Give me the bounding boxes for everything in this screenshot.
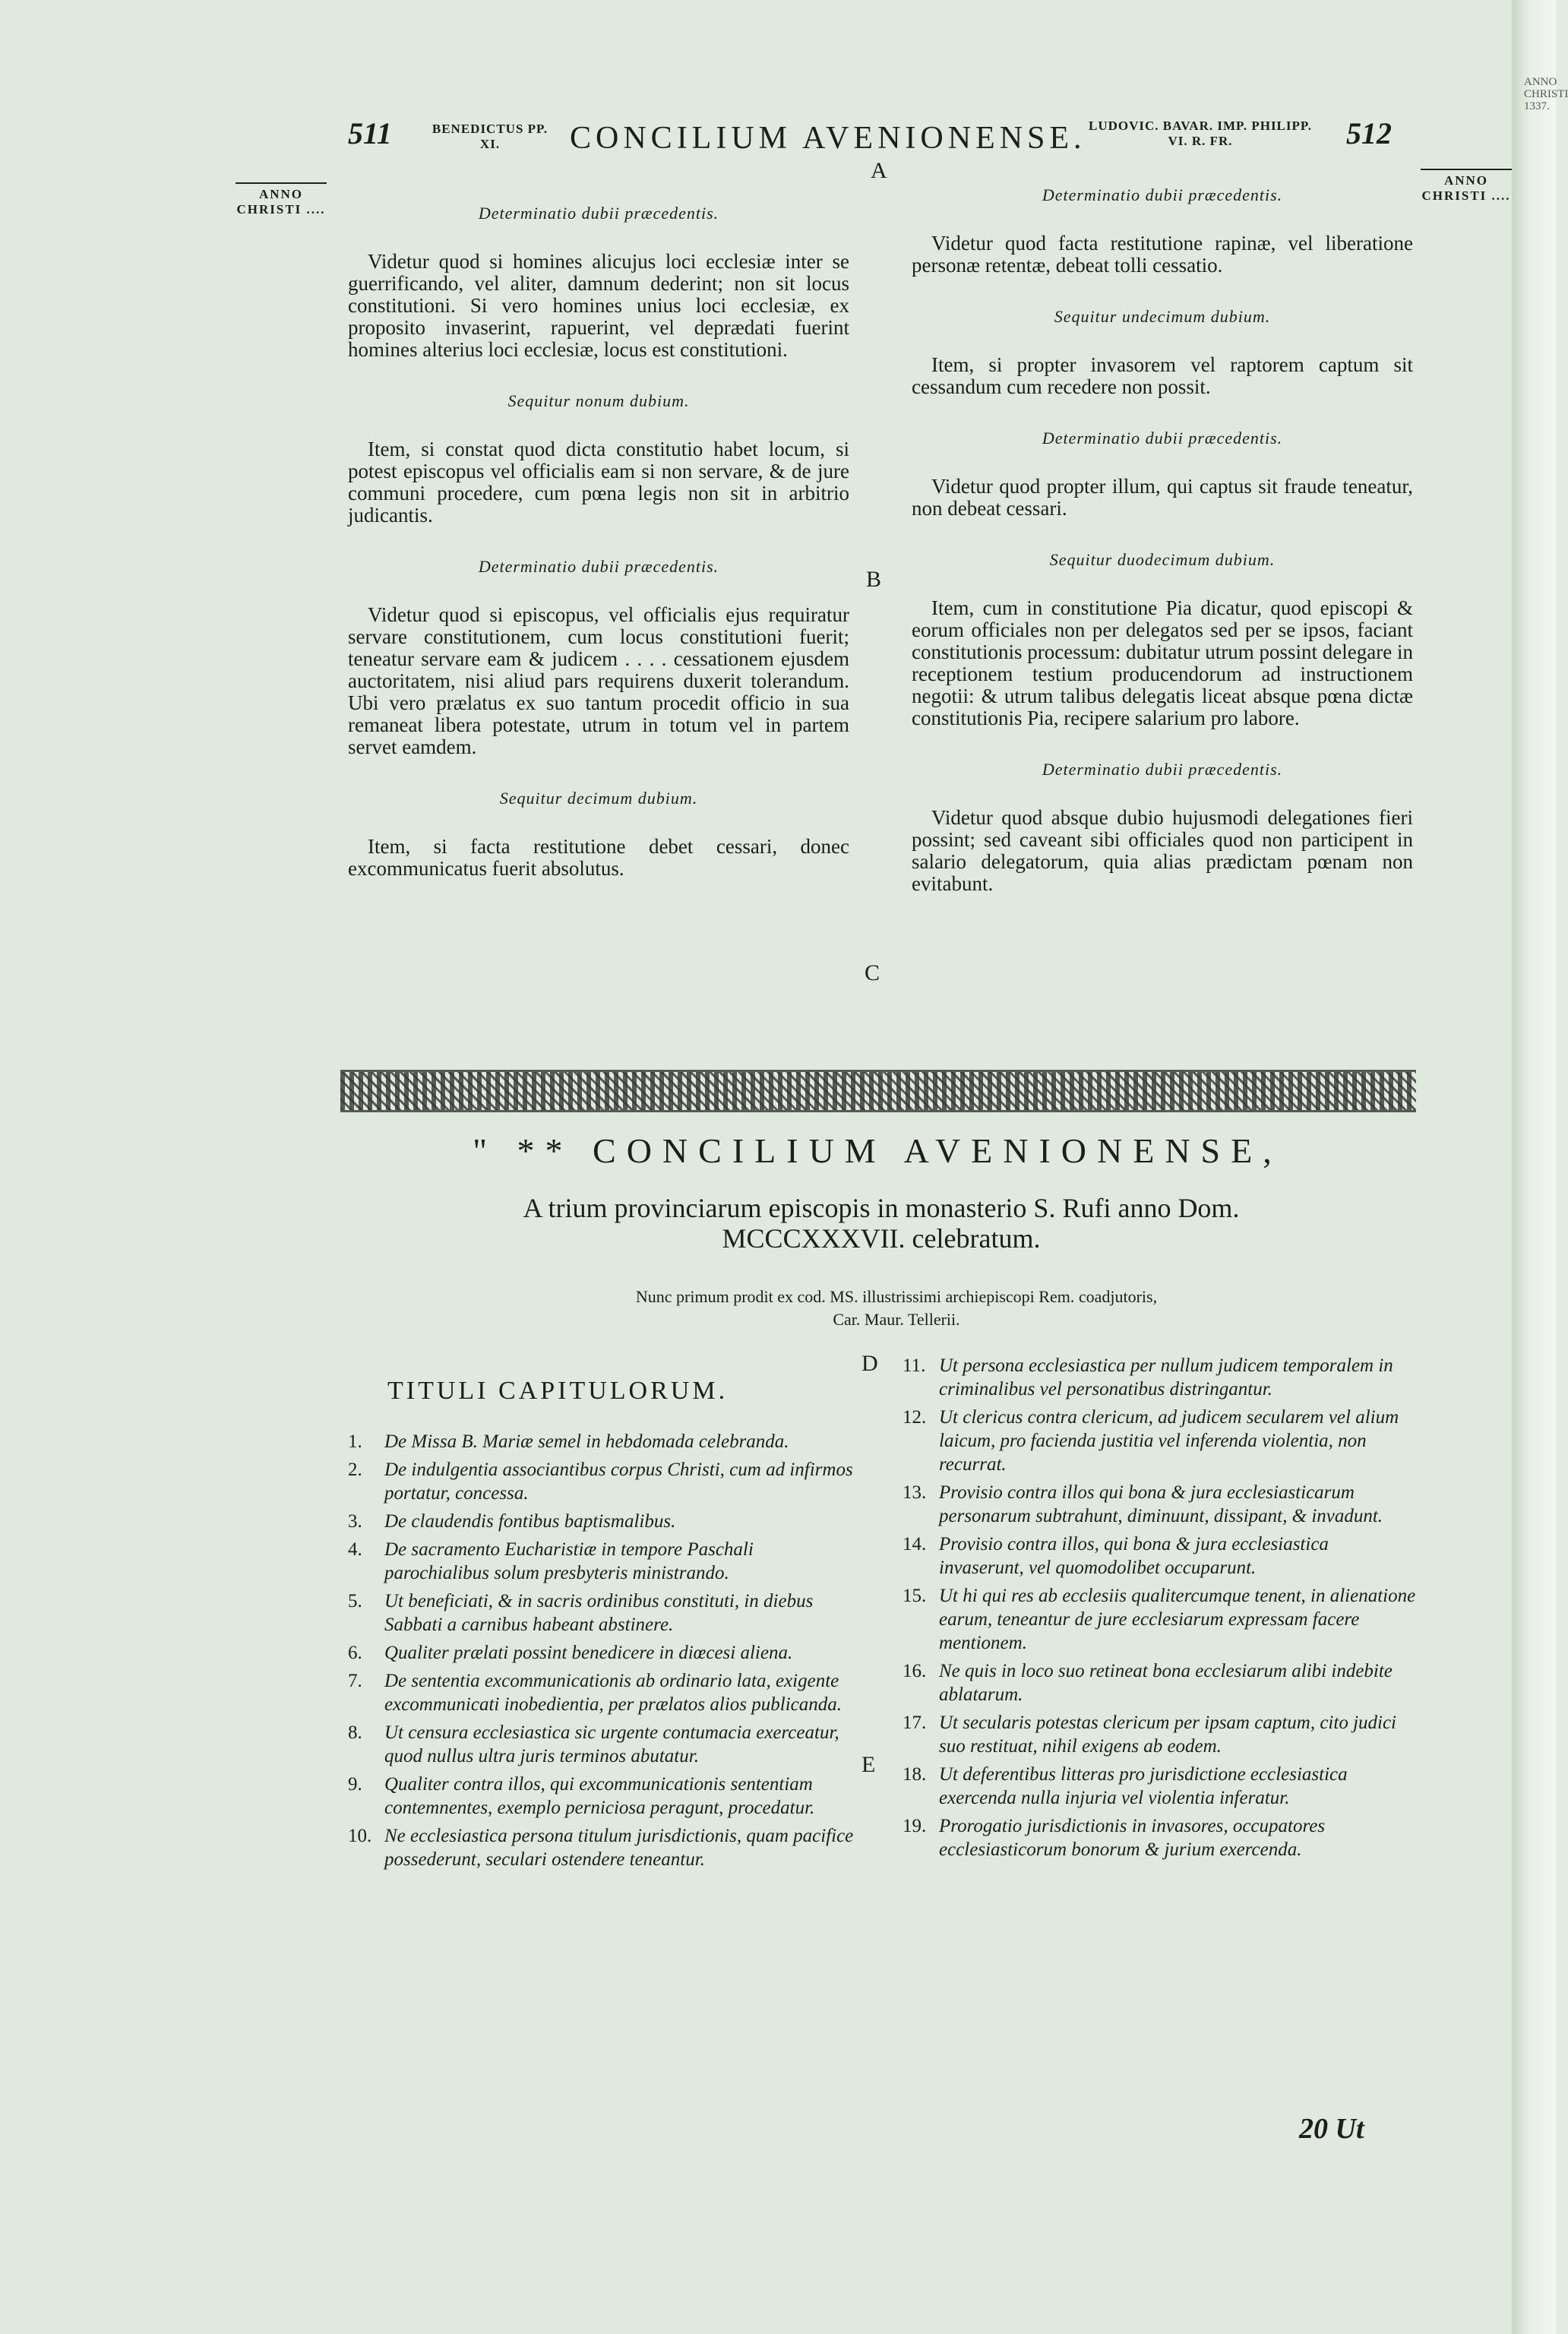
chapter-title-item <box>903 1481 1416 1528</box>
body-paragraph: Videtur quod propter illum, qui captus sit fraude teneatur, non debeat cessari. <box>912 475 1413 520</box>
chapter-title-text: Ut deferentibus litteras pro jurisdictione ecclesiastica exercenda nulla injuria vel violentia inferatur. <box>939 1764 1348 1808</box>
chapter-title-item <box>903 1354 1416 1401</box>
source-line-1: Nunc primum prodit ex cod. MS. illustrissimi archiepiscopi Rem. coadjutoris, <box>635 1287 1158 1306</box>
chapter-title-text: Ut censura ecclesiastica sic urgente contumacia exerceatur, quod nullus ultra juris terminos abutatur. <box>384 1722 839 1766</box>
right-column <box>912 185 1413 925</box>
chapter-title-text: De sacramento Eucharistiæ in tempore Paschali parochialibus solum presbyteris ministrando. <box>384 1539 754 1583</box>
chapter-title-text: De claudendis fontibus baptismalibus. <box>384 1511 676 1532</box>
left-page-number: 511 <box>348 116 392 150</box>
chapter-title-text: Ut persona ecclesiastica per nullum judicem temporalem in criminalibus vel personatibus distringantur. <box>939 1355 1393 1399</box>
right-running-head: LUDOVIC. BAVAR. IMP. PHILIPP. VI. R. FR. <box>1089 119 1312 148</box>
chapter-title-text: De Missa B. Mariæ semel in hebdomada celebranda. <box>384 1431 789 1452</box>
section-heading: Determinatio dubii præcedentis. <box>478 557 719 576</box>
chapter-title-text: Provisio contra illos qui bona & jura ecclesiasticarum personarum subtrahunt, diminuunt, dissipant, & invadunt. <box>939 1482 1383 1526</box>
anno-rule <box>236 182 327 184</box>
chapter-number: 10. <box>348 1826 372 1846</box>
section-heading: Determinatio dubii præcedentis. <box>1042 429 1283 448</box>
chapter-title-item <box>348 1641 857 1665</box>
margin-letter-e: E <box>861 1752 876 1777</box>
chapter-title-item <box>348 1721 857 1768</box>
tituli-heading: TITULI CAPITULORUM. <box>387 1377 729 1405</box>
chapter-number: 19. <box>903 1816 927 1836</box>
chapter-title-text: De sententia excommunicationis ab ordinario lata, exigente excommunicati inobedientia, per prælatos alios publicanda. <box>384 1671 842 1715</box>
chapter-title-text: Ut secularis potestas clericum per ipsam captum, cito judici suo restituat, nihil exigens ab eodem. <box>939 1713 1397 1757</box>
edge-anno-text: ANNO CHRISTI 1337. <box>1524 76 1568 112</box>
chapter-number: 7. <box>348 1671 362 1691</box>
anno-christi-right <box>1413 169 1519 204</box>
source-note <box>471 1286 1322 1331</box>
chapter-number: 12. <box>903 1407 927 1428</box>
right-page-number: 512 <box>1346 116 1392 150</box>
chapter-title-text: Prorogatio jurisdictionis in invasores, occupatores ecclesiasticorum bonorum & jurium exercenda. <box>939 1816 1326 1860</box>
section-heading: Determinatio dubii præcedentis. <box>478 204 719 223</box>
chapter-title-item <box>348 1824 857 1871</box>
chapter-number: 4. <box>348 1539 362 1560</box>
chapter-number: 11. <box>903 1355 926 1376</box>
section-heading: Sequitur nonum dubium. <box>507 391 690 410</box>
chapter-title-item <box>903 1406 1416 1476</box>
section-heading: Sequitur undecimum dubium. <box>1054 307 1271 326</box>
source-line-2: Car. Maur. Tellerii. <box>833 1310 960 1329</box>
chapter-title-item <box>348 1773 857 1820</box>
chapter-title-text: Qualiter prælati possint benedicere in diœcesi aliena. <box>384 1643 793 1663</box>
chapter-title-item <box>348 1538 857 1585</box>
chapter-number: 18. <box>903 1764 927 1785</box>
anno-right-text: ANNO CHRISTI .... <box>1421 173 1511 203</box>
chapter-title-text: Ut beneficiati, & in sacris ordinibus constituti, in diebus Sabbati a carnibus habeant abstinere. <box>384 1591 814 1635</box>
anno-rule <box>1421 169 1512 170</box>
chapter-list-right <box>903 1354 1416 1866</box>
body-paragraph: Item, cum in constitutione Pia dicatur, quod episcopi & eorum officiales non per delegatos sed per se ipsos, faciant constitutionis processum: dubitatur utrum possint delegare in receptionem testium producendorum ad instructionem negotii: & utrum talibus delegatis liceat absque pœna dictæ constitutionis Pia, recipere salarium pro labore. <box>912 596 1413 729</box>
catchword: 20 Ut <box>1299 2113 1364 2145</box>
section-heading: Sequitur duodecimum dubium. <box>1049 550 1276 569</box>
body-paragraph: Item, si facta restitutione debet cessari, donec excommunicatus fuerit absolutus. <box>348 835 849 880</box>
chapter-list-left <box>348 1430 857 1876</box>
margin-letter-b: B <box>866 567 882 592</box>
council-subtitle <box>410 1193 1352 1254</box>
chapter-title-text: De indulgentia associantibus corpus Christi, cum ad infirmos portatur, concessa. <box>384 1460 853 1504</box>
subtitle-line-1: A trium provinciarum episcopis in monasterio S. Rufi anno Dom. <box>523 1193 1240 1223</box>
chapter-number: 1. <box>348 1431 362 1452</box>
chapter-title-item <box>903 1532 1416 1580</box>
chapter-title-item <box>348 1669 857 1716</box>
chapter-number: 14. <box>903 1534 927 1554</box>
chapter-number: 3. <box>348 1511 362 1532</box>
body-paragraph: Item, si propter invasorem vel raptorem captum sit cessandum cum recedere non possit. <box>912 353 1413 398</box>
chapter-title-text: Provisio contra illos, qui bona & jura ecclesiastica invaserunt, vel quomodolibet occuparunt. <box>939 1534 1329 1578</box>
chapter-number: 9. <box>348 1774 362 1795</box>
anno-christi-left <box>228 182 334 217</box>
council-title: " ** CONCILIUM AVENIONENSE, <box>473 1131 1282 1170</box>
page-title: CONCILIUM AVENIONENSE. <box>570 121 1086 156</box>
chapter-title-item <box>348 1430 857 1453</box>
chapter-title-item <box>348 1589 857 1637</box>
subtitle-line-2: MCCCXXXVII. celebratum. <box>722 1223 1041 1254</box>
body-paragraph: Videtur quod si homines alicujus loci ecclesiæ inter se guerrificando, vel aliter, damnum dederint; non sit locus constitutioni. Si vero homines unius loci ecclesiæ, ex proposito invaserint, rapuerint, vel deprædati fuerint homines alterius loci ecclesiæ, locus est constitutioni. <box>348 250 849 361</box>
left-running-head: BENEDICTUS PP. XI. <box>432 122 548 151</box>
ornamental-border <box>340 1070 1416 1112</box>
chapter-number: 13. <box>903 1482 927 1503</box>
section-heading: Sequitur decimum dubium. <box>499 789 698 808</box>
margin-letter-c: C <box>865 960 880 985</box>
chapter-number: 17. <box>903 1713 927 1733</box>
margin-letter-d: D <box>861 1351 878 1376</box>
chapter-number: 8. <box>348 1722 362 1743</box>
chapter-number: 5. <box>348 1591 362 1611</box>
chapter-title-item <box>348 1510 857 1533</box>
anno-left-text: ANNO CHRISTI .... <box>236 187 326 217</box>
body-paragraph: Videtur quod absque dubio hujusmodi delegationes fieri possint; sed caveant sibi officiales quod non participent in salario delegatorum, quia alias prædictam pœnam non evitabunt. <box>912 806 1413 895</box>
chapter-number: 15. <box>903 1586 927 1606</box>
chapter-title-text: Qualiter contra illos, qui excommunicationis sententiam contemnentes, exemplo perniciosa peragunt, procedatur. <box>384 1774 815 1818</box>
section-heading: Determinatio dubii præcedentis. <box>1042 185 1283 204</box>
chapter-title-text: Ne quis in loco suo retineat bona ecclesiarum alibi indebite ablatarum. <box>939 1661 1393 1705</box>
chapter-title-item <box>903 1584 1416 1655</box>
body-paragraph: Videtur quod si episcopus, vel officialis ejus requiratur servare constitutionem, cum locus constitutioni fuerit; teneatur servare eam & judicem . . . . cessationem ejusdem auctoritatem, nisi aliud pars requirens duxerit tolerandum. Ubi vero prælatus ex suo tantum procedit officio in sua remaneat libera potestate, utrum in totum vel in partem servet eamdem. <box>348 603 849 758</box>
chapter-number: 6. <box>348 1643 362 1663</box>
chapter-title-text: Ut clericus contra clericum, ad judicem secularem vel alium laicum, pro facienda justitia vel inferenda violentia, non recurrat. <box>939 1407 1399 1475</box>
chapter-title-text: Ut hi qui res ab ecclesiis qualitercumque tenent, in alienatione earum, teneantur de jure ecclesiarum expressam facere mentionem. <box>939 1586 1416 1653</box>
body-paragraph: Videtur quod facta restitutione rapinæ, vel liberatione personæ retentæ, debeat tolli cessatio. <box>912 232 1413 277</box>
section-heading: Determinatio dubii præcedentis. <box>1042 760 1283 779</box>
next-page-edge <box>1512 0 1568 2334</box>
left-column <box>348 204 849 910</box>
chapter-title-text: Ne ecclesiastica persona titulum jurisdictionis, quam pacifice possederunt, seculari ostendere teneantur. <box>384 1826 854 1870</box>
chapter-title-item <box>903 1763 1416 1810</box>
chapter-number: 2. <box>348 1460 362 1480</box>
chapter-number: 16. <box>903 1661 927 1681</box>
chapter-title-item <box>903 1814 1416 1861</box>
margin-letter-a: A <box>871 158 887 183</box>
chapter-title-item <box>903 1711 1416 1758</box>
chapter-title-item <box>348 1458 857 1505</box>
body-paragraph: Item, si constat quod dicta constitutio habet locum, si potest episcopus vel officialis eam si non servare, & de jure communi procedere, cum pœna legis non sit in arbitrio judicantis. <box>348 438 849 527</box>
chapter-title-item <box>903 1659 1416 1706</box>
